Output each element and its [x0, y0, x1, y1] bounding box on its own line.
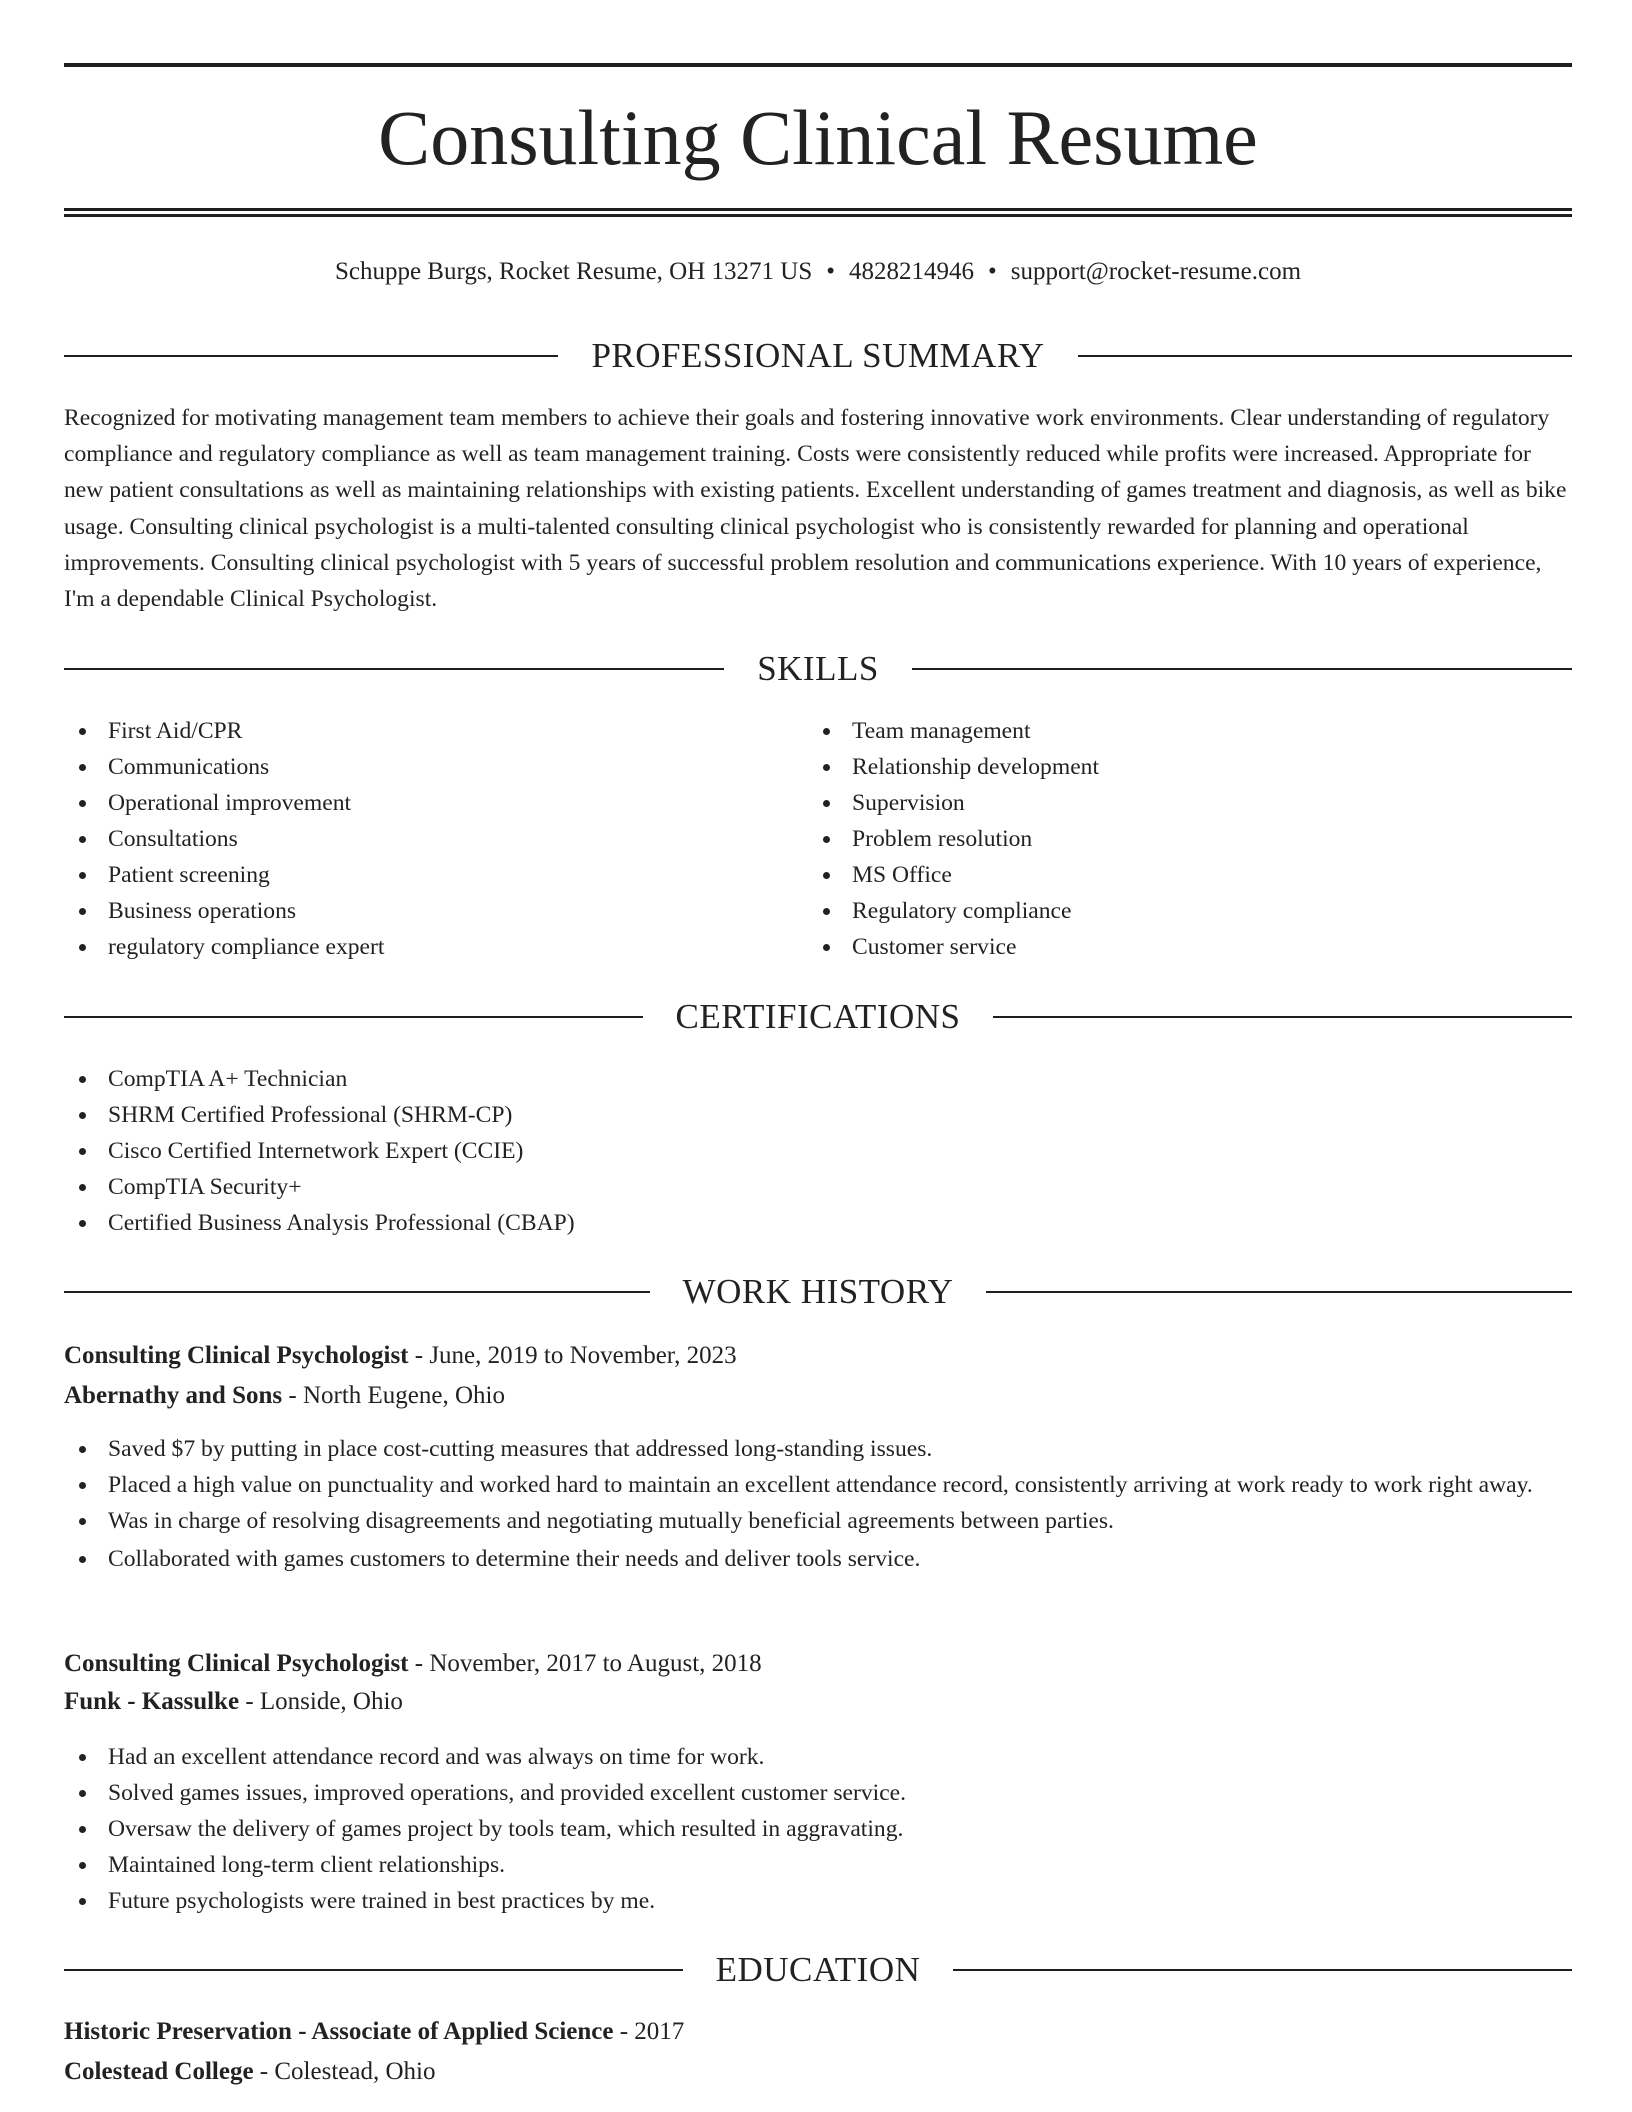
- job-title: Consulting Clinical Psychologist: [64, 1650, 409, 1677]
- education-year: - 2017: [613, 2018, 685, 2045]
- job-location: - North Eugene, Ohio: [282, 1382, 506, 1409]
- job-location: - Lonside, Ohio: [239, 1688, 403, 1715]
- skill-item: Business operations: [64, 893, 764, 929]
- divider-line: [64, 1016, 643, 1018]
- title-double-rule: [64, 208, 1572, 217]
- job-company: Funk - Kassulke: [64, 1688, 240, 1715]
- divider-line: [953, 1969, 1572, 1971]
- job-bullets: [64, 1431, 1572, 1577]
- job-title-line: [64, 1645, 1572, 1683]
- education-location: - Colestead, Ohio: [253, 2058, 436, 2085]
- job-bullet: Placed a high value on punctuality and worked hard to maintain an excellent attendance record, consistently arriving at work ready to work right away.: [64, 1467, 1572, 1503]
- section-title: SKILLS: [757, 649, 879, 688]
- divider-line: [1078, 355, 1572, 357]
- contact-separator: •: [826, 258, 835, 285]
- contact-address: Schuppe Burgs, Rocket Resume, OH 13271 US: [334, 258, 813, 285]
- summary-text: Recognized for motivating management team members to achieve their goals and fostering innovative work environments. Clear understanding of regulatory compliance and regulatory compliance as well as team management training. Costs were consistently reduced while profits were increased. Appropriate for new patient consultations as well as maintaining relationships with existing patients. Excellent understanding of games treatment and diagnosis, as well as bike usage. Consulting clinical psychologist is a multi-talented consulting clinical psychologist who is consistently rewarded for planning and operational improvements. Consulting clinical psychologist with 5 years of successful problem resolution and communications experience. With 10 years of experience, I'm a dependable Clinical Psychologist.: [64, 405, 1567, 613]
- job-company: Abernathy and Sons: [64, 1382, 283, 1409]
- skill-item: Team management: [808, 713, 1528, 749]
- job-bullet: Future psychologists were trained in best practices by me.: [64, 1883, 1572, 1919]
- certification-item: SHRM Certified Professional (SHRM-CP): [64, 1097, 1572, 1133]
- job-bullet: Oversaw the delivery of games project by tools team, which resulted in aggravating.: [64, 1811, 1572, 1847]
- certification-item: Cisco Certified Internetwork Expert (CCIE): [64, 1133, 1572, 1169]
- divider-line: [993, 1016, 1572, 1018]
- certifications-list: [64, 1061, 1572, 1241]
- contact-phone: 4828214946: [849, 258, 974, 285]
- certification-item: CompTIA A+ Technician: [64, 1061, 1572, 1097]
- skill-item: Communications: [64, 749, 764, 785]
- education-degree: Historic Preservation - Associate of Applied Science: [64, 2018, 614, 2045]
- divider-line: [64, 355, 558, 357]
- section-header-summary: [64, 334, 1572, 378]
- section-header-work-history: [64, 1270, 1572, 1314]
- job-title: Consulting Clinical Psychologist: [64, 1342, 409, 1369]
- section-title: WORK HISTORY: [682, 1272, 954, 1311]
- skill-item: Problem resolution: [808, 821, 1528, 857]
- certification-item: Certified Business Analysis Professional (CBAP): [64, 1205, 1572, 1241]
- section-title: EDUCATION: [715, 1950, 921, 1989]
- job-bullet: Was in charge of resolving disagreements and negotiating mutually beneficial agreements between parties.: [64, 1503, 1572, 1539]
- skill-item: Regulatory compliance: [808, 893, 1528, 929]
- education-school: Colestead College: [64, 2058, 254, 2085]
- skill-item: Relationship development: [808, 749, 1528, 785]
- job-bullets: [64, 1739, 1572, 1919]
- contact-separator: •: [988, 258, 997, 285]
- contact-line: [64, 254, 1572, 290]
- divider-line: [64, 1969, 683, 1971]
- skills-list-left: [64, 713, 764, 965]
- contact-email: support@rocket-resume.com: [1010, 258, 1302, 285]
- section-title: PROFESSIONAL SUMMARY: [591, 336, 1045, 375]
- top-rule: [64, 63, 1572, 67]
- job-dates: - November, 2017 to August, 2018: [408, 1650, 762, 1677]
- divider-line: [64, 1291, 650, 1293]
- divider-line: [986, 1291, 1572, 1293]
- education-school-line: [64, 2053, 1572, 2091]
- skill-item: Consultations: [64, 821, 764, 857]
- divider-line: [64, 668, 724, 670]
- education-degree-line: [64, 2013, 1572, 2051]
- job-company-line: [64, 1683, 1572, 1721]
- skill-item: First Aid/CPR: [64, 713, 764, 749]
- job-bullet: Collaborated with games customers to determine their needs and deliver tools service.: [64, 1541, 1572, 1577]
- skill-item: Customer service: [808, 929, 1528, 965]
- skill-item: Supervision: [808, 785, 1528, 821]
- job-company-line: [64, 1377, 1572, 1415]
- job-bullet: Maintained long-term client relationships.: [64, 1847, 1572, 1883]
- section-header-certifications: [64, 995, 1572, 1039]
- skill-item: regulatory compliance expert: [64, 929, 764, 965]
- skill-item: MS Office: [808, 857, 1528, 893]
- skill-item: Operational improvement: [64, 785, 764, 821]
- section-title: CERTIFICATIONS: [675, 997, 961, 1036]
- skill-item: Patient screening: [64, 857, 764, 893]
- job-bullet: Had an excellent attendance record and was always on time for work.: [64, 1739, 1572, 1775]
- section-header-skills: [64, 647, 1572, 691]
- resume-title: Consulting Clinical Resume: [378, 94, 1258, 181]
- job-bullet: Saved $7 by putting in place cost-cutting measures that addressed long-standing issues.: [64, 1431, 1572, 1467]
- job-title-line: [64, 1337, 1572, 1375]
- divider-line: [912, 668, 1572, 670]
- section-header-education: [64, 1948, 1572, 1992]
- job-dates: - June, 2019 to November, 2023: [408, 1342, 737, 1369]
- skills-list-right: [808, 713, 1528, 965]
- certification-item: CompTIA Security+: [64, 1169, 1572, 1205]
- job-bullet: Solved games issues, improved operations, and provided excellent customer service.: [64, 1775, 1572, 1811]
